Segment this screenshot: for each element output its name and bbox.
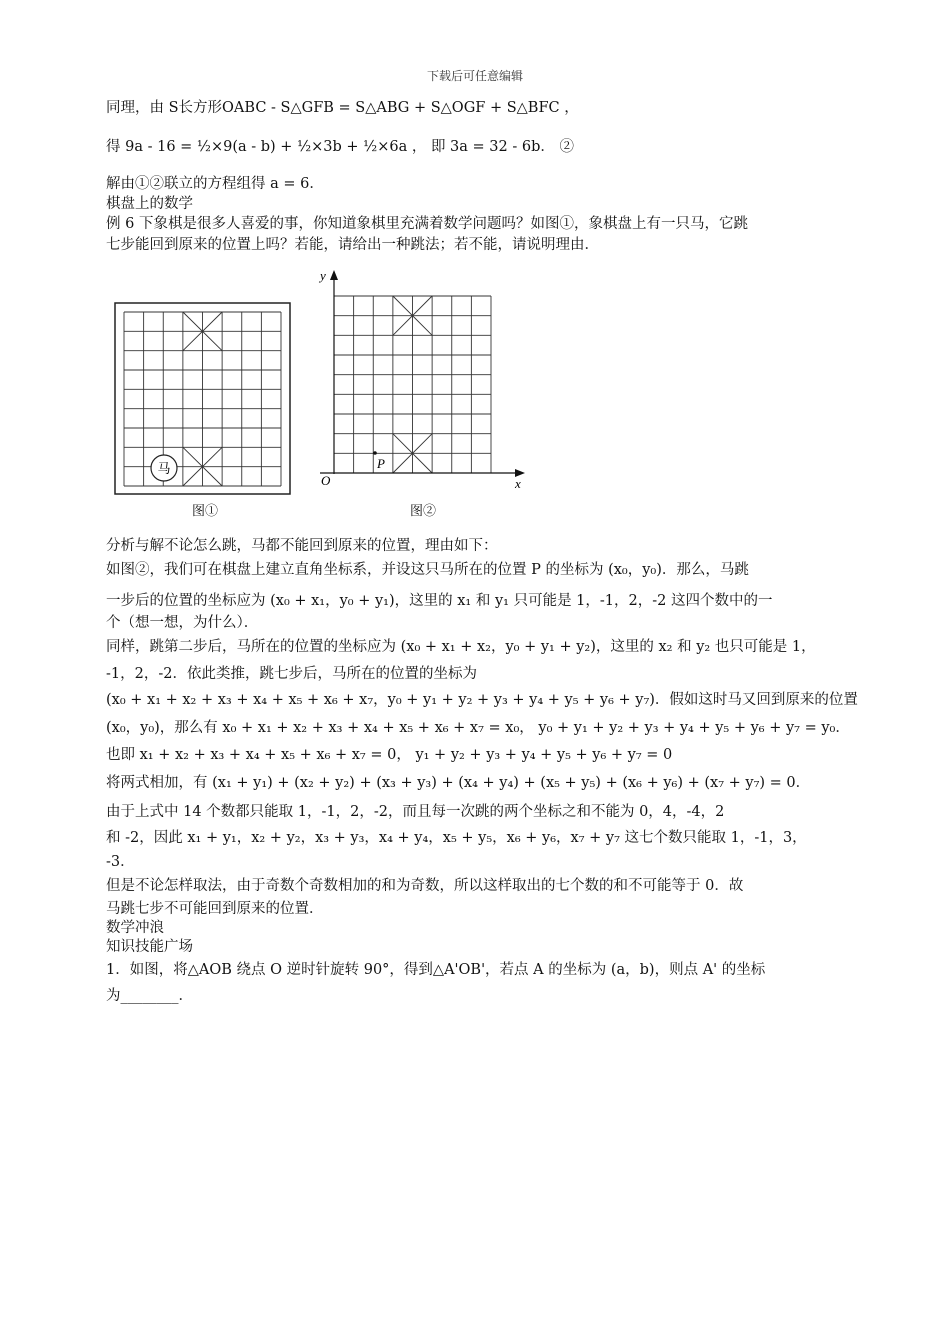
figure-1-caption: 图① [192,504,219,519]
point-p [373,451,377,455]
text-line-6: 七步能回到原来的位置上吗？若能，请给出一种跳法；若不能，请说明理由． [106,237,599,253]
text-line-7: 分析与解不论怎么跳，马都不能回到原来的位置，理由如下： [106,538,498,554]
text-line-9: 一步后的位置的坐标应为 (x₀ + x₁，y₀ + y₁)，这里的 x₁ 和 y₁ 只可能是 1，-1，2，-2 这四个数中的一 [106,593,773,609]
coordinate-board-figure-2 [315,266,530,492]
text-line-15: 也即 x₁ + x₂ + x₃ + x₄ + x₅ + x₆ + x₇ = 0， y₁ + y₂ + y₃ + y₄ + y₅ + y₆ + y₇ = 0 [106,747,673,763]
text-line-16: 将两式相加，有 (x₁ + y₁) + (x₂ + y₂) + (x₃ + y₃) + (x₄ + y₄) + (x₅ + y₅) + (x₆ + y₆) + (x₇ + y₇) = 0． [106,775,811,791]
horse-piece-label: 马 [157,461,171,476]
text-line-1: 同理，由 S长方形OABC - S△GFB = S△ABG + S△OGF + S△BFC ， [106,100,579,116]
page-header: 下载后可任意编辑 [426,69,523,83]
text-line-2: 得 9a - 16 = ½×9(a - b) + ½×3b + ½×6a ， 即 3a = 32 - 6b． ② [106,139,574,155]
figure-2-caption: 图② [410,504,437,519]
text-line-18: 和 -2，因此 x₁ + y₁，x₂ + y₂，x₃ + y₃，x₄ + y₄，x₅ + y₅，x₆ + y₆，x₇ + y₇ 这七个数只能取 1，-1，3， [106,830,807,846]
text-line-12: -1，2，-2．依此类推，跳七步后，马所在的位置的坐标为 [106,666,477,682]
section-title-skills: 知识技能广场 [106,939,193,955]
exercise-1-line-2: 为________． [106,988,193,1004]
section-title-surf: 数学冲浪 [106,920,164,936]
text-line-17: 由于上式中 14 个数都只能取 1，-1，2，-2，而且每一次跳的两个坐标之和不能为 0，4，-4，2 [106,804,725,820]
x-axis-label: x [515,476,521,491]
text-line-13: (x₀ + x₁ + x₂ + x₃ + x₄ + x₅ + x₆ + x₇，y₀ + y₁ + y₂ + y₃ + y₄ + y₅ + y₆ + y₇)．假如这时马又回到原来的位置 [106,692,858,708]
exercise-1-line-1: 1．如图，将△AOB 绕点 O 逆时针旋转 90°，得到△A'OB'，若点 A 的坐标为 (a，b)，则点 A' 的坐标 [106,962,766,978]
section-title-chess: 棋盘上的数学 [106,196,193,212]
y-axis-arrow [330,270,338,280]
text-line-10: 个（想一想，为什么）． [106,615,259,631]
text-line-11: 同样，跳第二步后，马所在的位置的坐标应为 (x₀ + x₁ + x₂，y₀ + y₁ + y₂)，这里的 x₂ 和 y₂ 也只可能是 1， [106,639,816,655]
text-line-3: 解由①②联立的方程组得 a = 6． [106,176,324,192]
text-line-19: -3． [106,854,135,870]
text-line-14: (x₀，y₀)，那么有 x₀ + x₁ + x₂ + x₃ + x₄ + x₅ + x₆ + x₇ = x₀， y₀ + y₁ + y₂ + y₃ + y₄ + y₅ + y₆ + y₇ = y₀． [106,720,850,736]
chessboard-figure-1 [114,302,292,496]
text-line-21: 马跳七步不可能回到原来的位置． [106,901,324,917]
text-line-5: 例 6 下象棋是很多人喜爱的事，你知道象棋里充满着数学问题吗？如图①，象棋盘上有一只马，它跳 [106,216,748,232]
text-line-20: 但是不论怎样取法，由于奇数个奇数相加的和为奇数，所以这样取出的七个数的和不可能等于 0．故 [106,878,744,894]
origin-label: O [321,473,331,488]
text-line-8: 如图②，我们可在棋盘上建立直角坐标系，并设这只马所在的位置 P 的坐标为 (x₀，y₀)．那么，马跳 [106,562,749,578]
point-p-label: P [377,456,385,471]
y-axis-label: y [320,268,326,283]
